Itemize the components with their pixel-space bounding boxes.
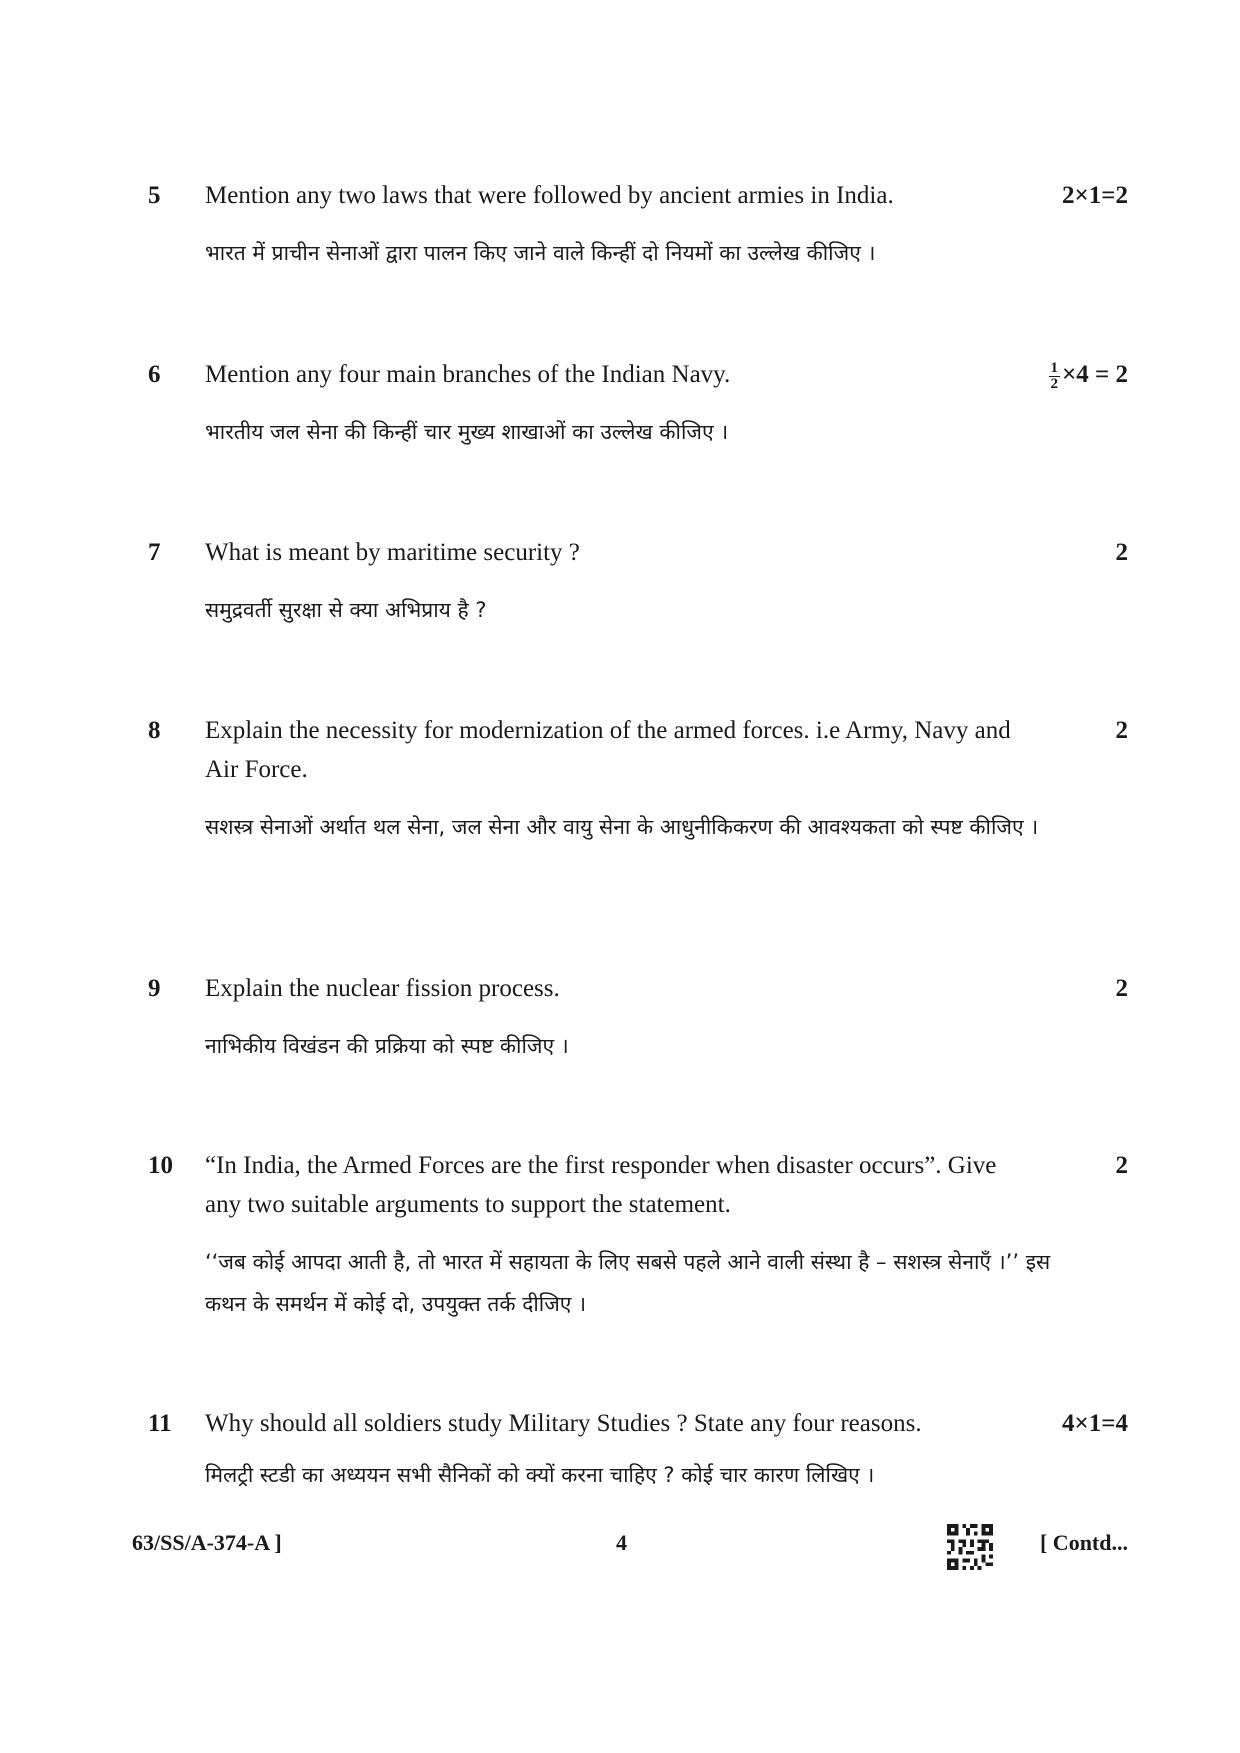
- question-text-english: Mention any four main branches of the Indian Navy.: [205, 361, 731, 388]
- question-number: 9: [148, 975, 161, 1002]
- question-marks: 2: [1115, 975, 1128, 1002]
- question-text-english: Mention any two laws that were followed by ancient armies in India.: [205, 182, 894, 209]
- question-number: 10: [148, 1152, 173, 1179]
- question-text-hindi: भारतीय जल सेना की किन्हीं चार मुख्य शाखाओं का उल्लेख कीजिए ।: [205, 420, 729, 444]
- question-marks: [1049, 355, 1129, 394]
- question-text-hindi: मिलट्री स्टडी का अध्ययन सभी सैनिकों को क्यों करना चाहिए ? कोई चार कारण लिखिए ।: [205, 1463, 875, 1487]
- question-text-english: “In India, the Armed Forces are the first responder when disaster occurs”. Give any two suitable arguments to support the statement.: [205, 1152, 997, 1218]
- question-number: 6: [148, 361, 161, 388]
- question-text-hindi: भारत में प्राचीन सेनाओं द्वारा पालन किए जाने वाले किन्हीं दो नियमों का उल्लेख कीजिए ।: [205, 241, 876, 265]
- question-text-hindi: नाभिकीय विखंडन की प्रक्रिया को स्पष्ट कीजिए ।: [205, 1034, 569, 1058]
- question-text-hindi: सशस्त्र सेनाओं अर्थात थल सेना, जल सेना और वायु सेना के आधुनीकिकरण की आवश्यकता को स्पष्ट कीजिए ।: [205, 815, 1039, 839]
- question-marks: 2: [1115, 539, 1128, 566]
- question-text-english: Explain the necessity for modernization of the armed forces. i.e Army, Navy and Air Force.: [205, 717, 1011, 783]
- question-number: 5: [148, 182, 161, 209]
- fraction-denominator: 2: [1050, 375, 1058, 392]
- paper-code: 63/SS/A-374-A ]: [132, 1530, 282, 1555]
- question-text-english: What is meant by maritime security ?: [205, 539, 580, 566]
- marks-fraction: [1049, 361, 1061, 392]
- question-text-english: Explain the nuclear fission process.: [205, 975, 560, 1002]
- question-marks: 2: [1115, 717, 1128, 744]
- page-number: 4: [616, 1530, 627, 1555]
- question-marks: 2: [1115, 1152, 1128, 1179]
- page-footer: [132, 1524, 1128, 1568]
- question-text-hindi: समुद्रवर्ती सुरक्षा से क्या अभिप्राय है ?: [205, 598, 487, 622]
- question-number: 7: [148, 539, 161, 566]
- question-text-english: Why should all soldiers study Military Studies ? State any four reasons.: [205, 1410, 922, 1437]
- marks-multiplier: ×4 = 2: [1062, 361, 1128, 388]
- question-marks: 4×1=4: [1062, 1410, 1128, 1437]
- question-text-hindi: ‘‘जब कोई आपदा आती है, तो भारत में सहायता के लिए सबसे पहले आने वाली संस्था है – सशस्त्र सेनाएँ ।’’ इस कथन के समर्थन में कोई दो, उपयुक्त तर्क दीजिए ।: [205, 1250, 1051, 1316]
- fraction-numerator: 1: [1050, 359, 1058, 376]
- qr-code-icon: [947, 1524, 993, 1570]
- question-number: 11: [148, 1410, 172, 1437]
- continued-label: [ Contd...: [1039, 1530, 1128, 1555]
- question-marks: 2×1=2: [1062, 182, 1128, 209]
- question-number: 8: [148, 717, 161, 744]
